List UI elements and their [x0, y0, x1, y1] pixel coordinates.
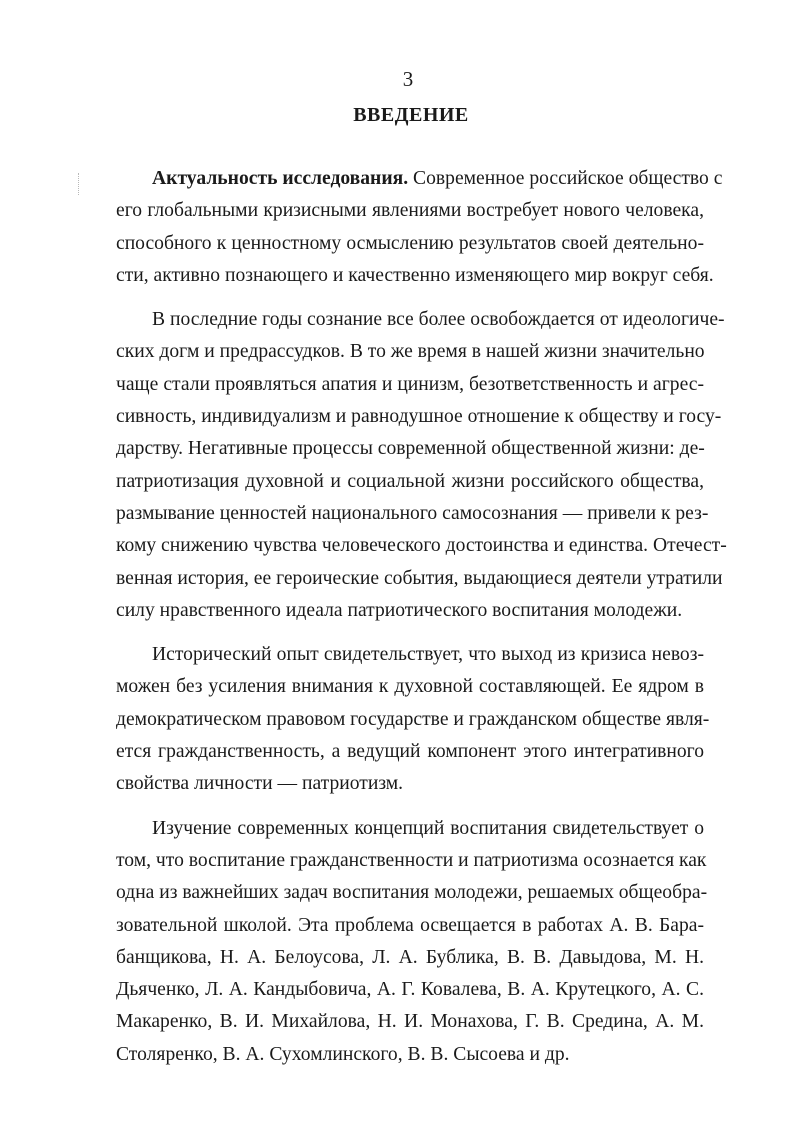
text-line: способного к ценностному осмыслению результатов своей деятельно-	[116, 232, 704, 254]
text-line: патриотизация духовной и социальной жизни российского общества,	[116, 470, 704, 492]
text-line: размывание ценностей национального самосознания — привели к рез-	[116, 502, 709, 524]
text-line: чаще стали проявляться апатия и цинизм, безответственность и агрес-	[116, 373, 704, 395]
text-line: ских догм и предрассудков. В то же время в нашей жизни значительно	[116, 341, 705, 363]
lead-heading: Актуальность исследования.	[152, 168, 409, 189]
text-line: Столяренко, В. А. Сухомлинского, В. В. Сысоева и др.	[116, 1043, 570, 1065]
text-line: Исторический опыт свидетельствует, что выход из кризиса невоз-	[152, 644, 704, 666]
text-line: В последние годы сознание все более освобождается от идеологиче-	[152, 309, 725, 331]
text-line: одна из важнейших задач воспитания молодежи, решаемых общеобра-	[116, 882, 708, 904]
text-line: сти, активно познающего и качественно изменяющего мир вокруг себя.	[116, 264, 714, 286]
section-title: ВВЕДЕНИЕ	[353, 104, 469, 126]
text-line: банщикова, Н. А. Белоусова, Л. А. Бублика, В. В. Давыдова, М. Н.	[116, 946, 704, 968]
text-line: венная история, ее героические события, выдающиеся деятели утратили	[116, 567, 723, 589]
text-line: его глобальными кризисными явлениями востребует нового человека,	[116, 200, 704, 222]
text-line: свойства личности — патриотизм.	[116, 773, 404, 795]
body-text	[116, 163, 727, 1083]
text-line: ется гражданственность, а ведущий компонент этого интегративного	[116, 741, 704, 763]
page-number: 3	[402, 67, 414, 91]
paragraph-study-of-concepts	[116, 813, 708, 1071]
text-line: Дьяченко, Л. А. Кандыбовича, А. Г. Ковалева, В. А. Крутецкого, А. С.	[116, 979, 704, 1001]
paragraph-relevance	[116, 163, 723, 292]
text-line: том, что воспитание гражданственности и патриотизма осознается как	[116, 849, 707, 871]
text-line: зовательной школой. Эта проблема освещается в работах А. В. Бара-	[116, 914, 704, 936]
margin-mark	[78, 173, 81, 195]
text-line: Макаренко, В. И. Михайлова, Н. И. Монахова, Г. В. Средина, А. М.	[116, 1011, 704, 1033]
text-line: сивность, индивидуализм и равнодушное отношение к обществу и госу-	[116, 406, 722, 428]
text-line: дарству. Негативные процессы современной общественной жизни: де-	[116, 438, 705, 460]
paragraph-recent-years	[116, 304, 727, 627]
text-line: Изучение современных концепций воспитания свидетельствует о	[152, 817, 704, 839]
text-line: можен без усиления внимания к духовной составляющей. Ее ядром в	[116, 676, 704, 698]
text-line: демократическом правовом государстве и гражданском обществе явля-	[116, 708, 710, 730]
text-line: силу нравственного идеала патриотического воспитания молодежи.	[116, 599, 683, 621]
text-line: кому снижению чувства человеческого достоинства и единства. Отечест-	[116, 535, 727, 557]
text-line: Актуальность исследования. Современное российское общество с	[152, 168, 723, 189]
paragraph-historical-experience	[116, 639, 710, 800]
